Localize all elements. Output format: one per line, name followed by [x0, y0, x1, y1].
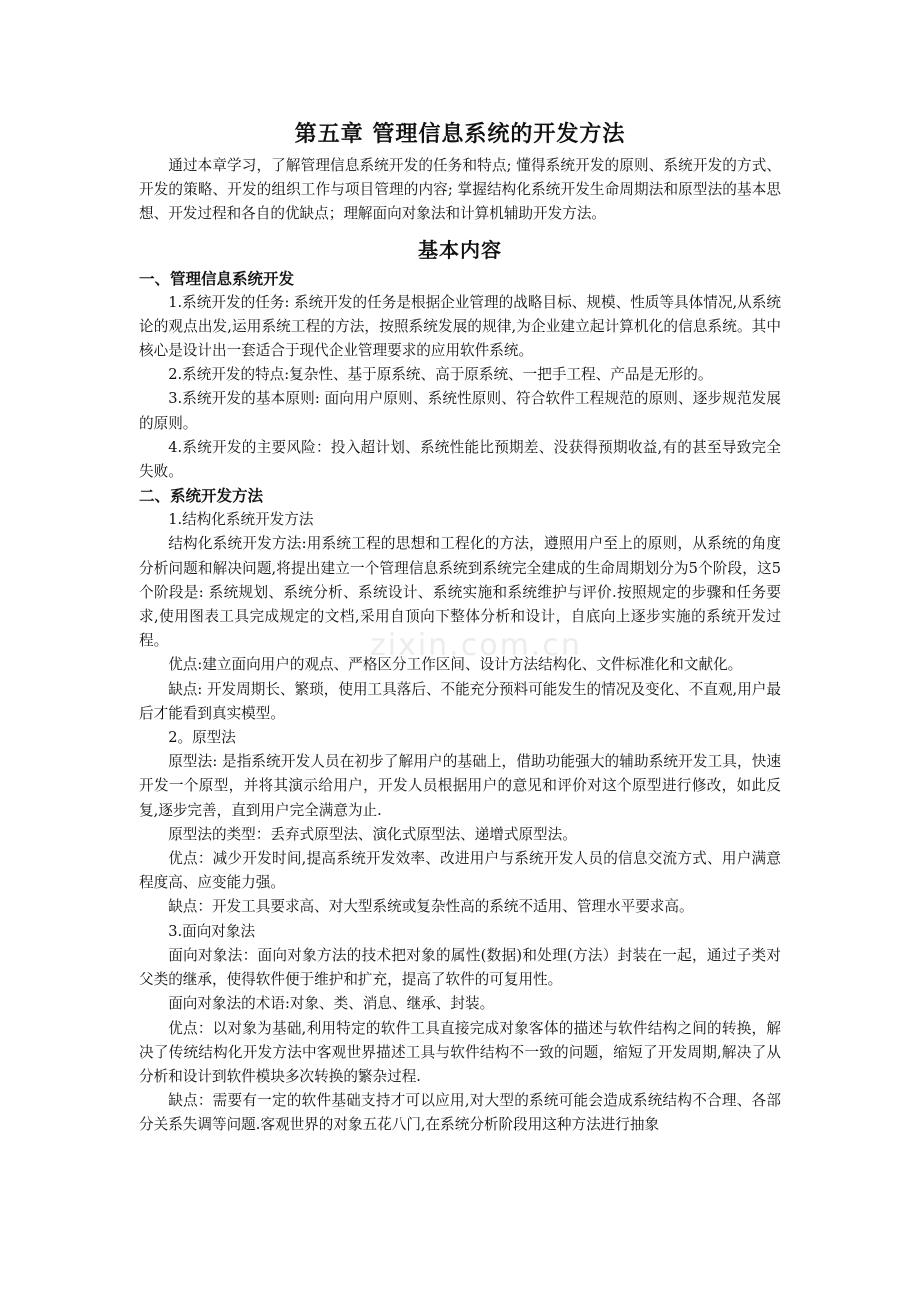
intro-paragraph: 通过本章学习，了解管理信息系统开发的任务和特点; 懂得系统开发的原则、系统开发的方式、开发的策略、开发的组织工作与项目管理的内容; 掌握结构化系统开发生命周期法和原型法的基本思想、开发过程和各自的优缺点；理解面向对象法和计算机辅助开发方法。: [139, 157, 781, 223]
chapter-title: 第五章 管理信息系统的开发方法: [294, 122, 626, 147]
part1-heading: 一、管理信息系统开发: [139, 269, 295, 288]
part1-paragraph-2: 2.系统开发的特点:复杂性、基于原系统、高于原系统、一把手工程、产品是无形的。: [168, 366, 713, 384]
part1-paragraph-4: 4.系统开发的主要风险：投入超计划、系统性能比预期差、没获得预期收益,有的甚至导致完全失败。: [139, 438, 781, 481]
watermark-text: zixin.com.cn: [370, 628, 582, 663]
part1-paragraph-3: 3.系统开发的基本原则: 面向用户原则、系统性原则、符合软件工程规范的原则、逐步规范发展的原则。: [139, 390, 781, 432]
structured-method-subheading: 1.结构化系统开发方法: [168, 511, 314, 529]
part1-paragraph-1: 1.系统开发的任务: 系统开发的任务是根据企业管理的战略目标、规模、性质等具体情况,从系统论的观点出发,运用系统工程的方法，按照系统发展的规律,为企业建立起计算机化的信息系统。其中核心是设计出一套适合于现代企业管理要求的应用软件系统。: [139, 293, 781, 360]
section-title: 基本内容: [418, 237, 502, 262]
prototype-method-types: 原型法的类型：丢弃式原型法、演化式原型法、递增式原型法。: [168, 825, 577, 843]
structured-method-advantages: 优点:建立面向用户的观点、严格区分工作区间、设计方法结构化、文件标准化和文献化。: [168, 656, 743, 674]
prototype-method-definition: 原型法: 是指系统开发人员在初步了解用户的基础上，借助功能强大的辅助系统开发工具，快速开发一个原型，并将其演示给用户，开发人员根据用户的意见和评价对这个原型进行修改，如此反复,逐步完善，直到用户完全满意为止.: [139, 753, 781, 819]
oo-method-subheading: 3.面向对象法: [168, 922, 256, 940]
oo-method-definition: 面向对象法：面向对象方法的技术把对象的属性(数据)和处理(方法）封装在一起，通过子类对父类的继承，使得软件便于维护和扩充，提高了软件的可复用性。: [139, 946, 781, 989]
prototype-method-advantages: 优点：减少开发时间,提高系统开发效率、改进用户与系统开发人员的信息交流方式、用户满意程度高、应变能力强。: [139, 850, 781, 892]
prototype-method-subheading: 2。原型法: [168, 729, 236, 747]
oo-method-advantages: 优点：以对象为基础,利用特定的软件工具直接完成对象客体的描述与软件结构之间的转换，解决了传统结构化开发方法中客观世界描述工具与软件结构不一致的问题，缩短了开发周期,解决了从分析和设计到软件模块多次转换的繁杂过程.: [139, 1019, 781, 1085]
document-page: [139, 118, 781, 1138]
oo-method-terms: 面向对象法的术语:对象、类、消息、继承、封装。: [168, 995, 495, 1013]
part2-heading: 二、系统开发方法: [139, 487, 264, 506]
oo-method-disadvantages: 缺点：需要有一定的软件基础支持才可以应用,对大型的系统可能会造成系统结构不合理、各部分关系失调等问题.客观世界的对象五花八门,在系统分析阶段用这种方法进行抽象: [139, 1092, 781, 1134]
prototype-method-disadvantages: 缺点：开发工具要求高、对大型系统或复杂性高的系统不适用、管理水平要求高。: [168, 898, 694, 916]
structured-method-definition: 结构化系统开发方法:用系统工程的思想和工程化的方法，遵照用户至上的原则，从系统的角度分析问题和解决问题,将提出建立一个管理信息系统到系统完全建成的生命周期划分为5个阶段，这5个阶段是: 系统规划、系统分析、系统设计、系统实施和系统维护与评价.按照规定的步骤和任务要求,使用图表工具完成规定的文档,采用自顶向下整体分析和设计，自底向上逐步实施的系统开发过程。: [139, 535, 781, 650]
structured-method-disadvantages: 缺点: 开发周期长、繁琐，使用工具落后、不能充分预料可能发生的情况及变化、不直观,用户最后才能看到真实模型。: [139, 680, 781, 722]
